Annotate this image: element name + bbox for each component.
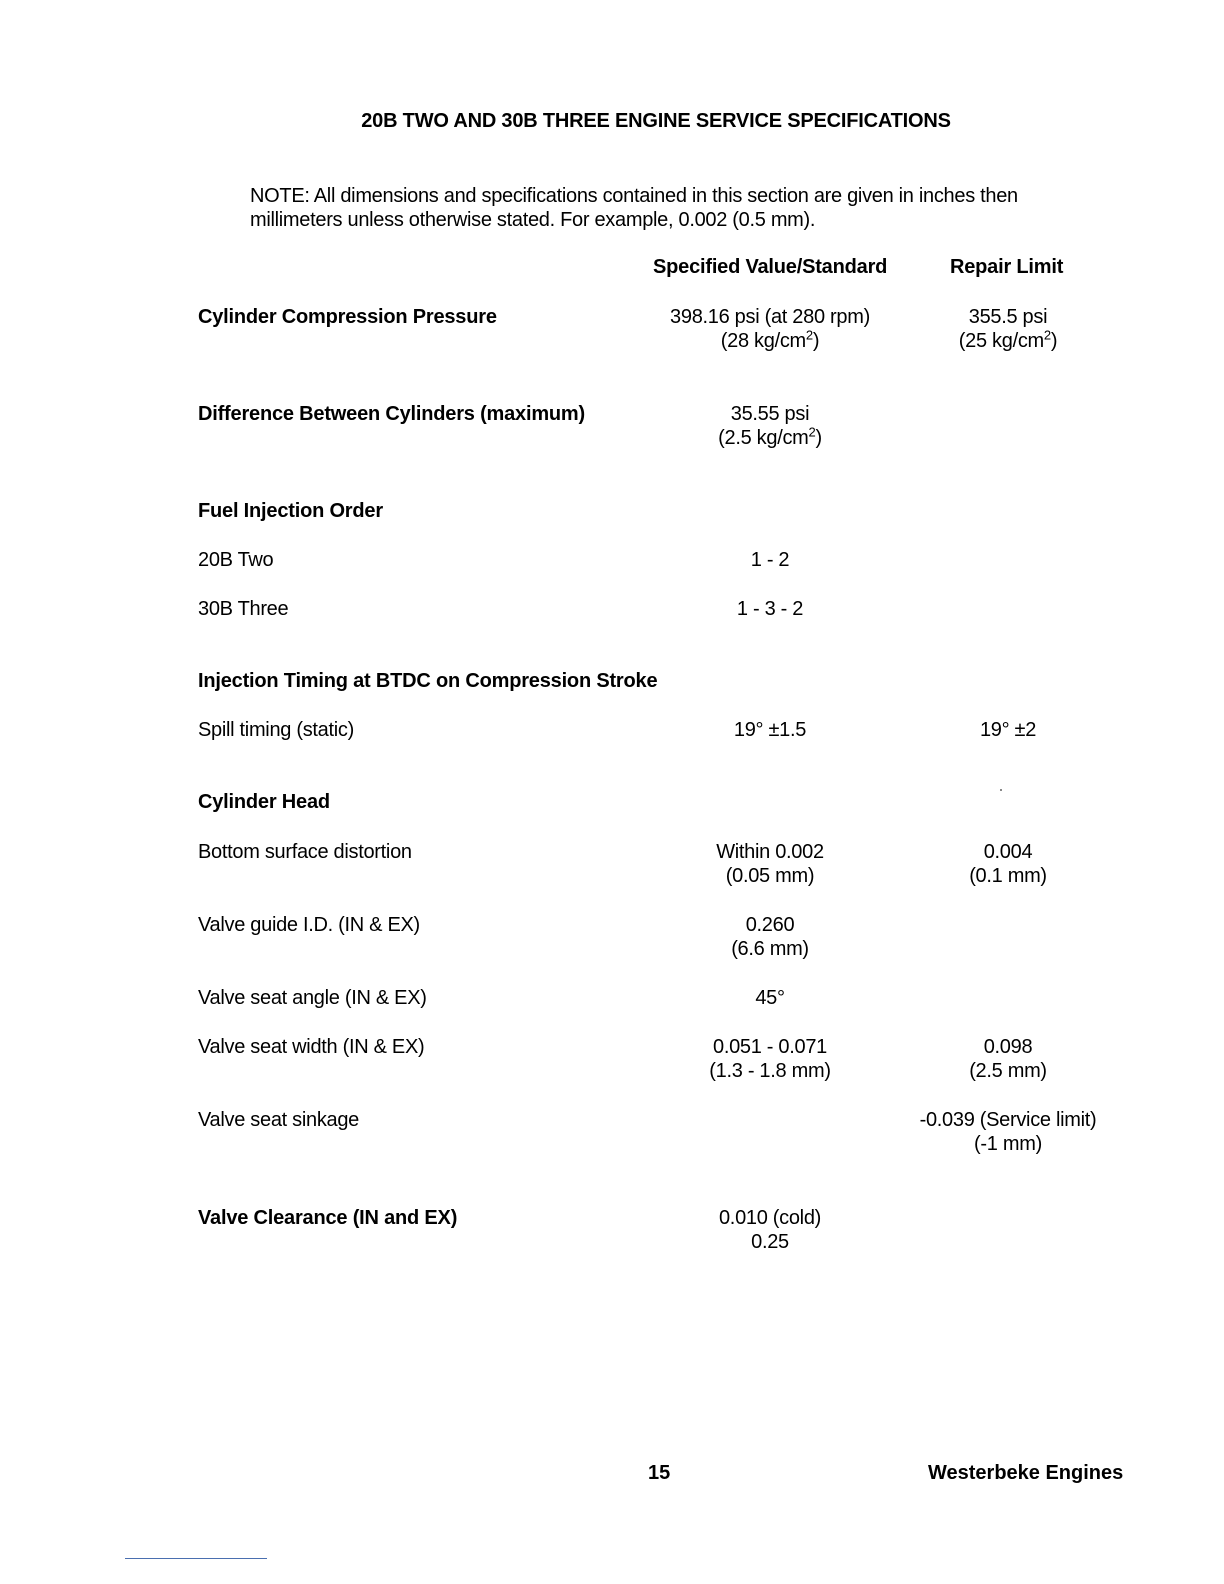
spec-seat-width <box>650 1035 890 1083</box>
limit-distortion <box>900 840 1116 888</box>
column-header-limit: Repair Limit <box>950 256 1064 278</box>
spec-difference-line-2: (2.5 $kg/cm^2$) <box>718 424 822 449</box>
spec-seat-angle: 45° <box>755 987 785 1009</box>
row-label-30b-three: 30B Three <box>198 598 289 620</box>
spec-seat-width-line-1: 0.051 - 0.071 <box>713 1036 827 1058</box>
row-label-seat-width: Valve seat width (IN & EX) <box>198 1036 425 1058</box>
section-label-cylinder-head: Cylinder Head <box>198 791 330 813</box>
spec-spill-timing: 19° ±1.5 <box>733 719 807 741</box>
limit-seat-width-line-2: (2.5 mm) <box>969 1060 1047 1082</box>
spec-valve-guide-line-2: (6.6 mm) <box>731 938 809 960</box>
spec-valve-clearance-line-1: 0.010 (cold) <box>718 1207 821 1229</box>
spec-distortion-line-2: (0.05 mm) <box>725 865 815 887</box>
section-label-injection-order: Fuel Injection Order <box>198 500 383 522</box>
column-header-spec: Specified Value/Standard <box>653 256 888 278</box>
note-paragraph <box>250 184 1110 232</box>
limit-compression <box>900 305 1116 353</box>
spec-difference <box>650 402 890 450</box>
page-number: 15 <box>648 1462 671 1484</box>
page-title: 20B TWO AND 30B THREE ENGINE SERVICE SPECIFICATIONS <box>361 110 951 132</box>
limit-seat-width-line-1: 0.098 <box>983 1036 1033 1058</box>
row-label-20b-two: 20B Two <box>198 549 274 571</box>
spec-difference-line-1: 35.55 psi <box>730 403 810 425</box>
spec-distortion <box>650 840 890 888</box>
spec-valve-guide <box>650 913 890 961</box>
section-label-injection-timing: Injection Timing at BTDC on Compression Stroke <box>198 670 658 692</box>
limit-compression-line-2: (25 $kg/cm^2$) <box>958 327 1058 352</box>
limit-distortion-line-1: 0.004 <box>983 841 1033 863</box>
row-label-valve-guide: Valve guide I.D. (IN & EX) <box>198 914 420 936</box>
spec-20b-two: 1 - 2 <box>750 549 790 571</box>
row-label-seat-sinkage: Valve seat sinkage <box>198 1109 359 1131</box>
limit-seat-sinkage-line-2: (-1 mm) <box>974 1133 1042 1155</box>
spec-30b-three: 1 - 3 - 2 <box>736 598 804 620</box>
limit-seat-sinkage-line-1: -0.039 (Service limit) <box>919 1109 1097 1131</box>
spec-valve-clearance <box>650 1206 890 1254</box>
note-line-2: millimeters unless otherwise stated. For example, 0.002 (0.5 mm). <box>250 209 816 231</box>
spec-valve-clearance-line-2: 0.25 <box>751 1231 789 1253</box>
bottom-rule <box>125 1558 267 1559</box>
limit-distortion-line-2: (0.1 mm) <box>969 865 1047 887</box>
row-label-distortion: Bottom surface distortion <box>198 841 412 863</box>
spec-seat-width-line-2: (1.3 - 1.8 mm) <box>709 1060 831 1082</box>
row-label-valve-clearance: Valve Clearance (IN and EX) <box>198 1207 458 1229</box>
scan-speck <box>1000 789 1002 791</box>
spec-distortion-line-1: Within 0.002 <box>716 841 824 863</box>
spec-valve-guide-line-1: 0.260 <box>745 914 795 936</box>
row-label-difference: Difference Between Cylinders (maximum) <box>198 403 585 425</box>
row-label-seat-angle: Valve seat angle (IN & EX) <box>198 987 427 1009</box>
spec-compression-line-1: 398.16 psi (at 280 rpm) <box>670 306 870 328</box>
limit-seat-width <box>900 1035 1116 1083</box>
limit-spill-timing: 19° ±2 <box>979 719 1037 741</box>
row-label-spill-timing: Spill timing (static) <box>198 719 354 741</box>
row-label-compression: Cylinder Compression Pressure <box>198 306 497 328</box>
spec-compression-line-2: (28 $kg/cm^2$) <box>720 327 820 352</box>
spec-compression <box>650 305 890 353</box>
note-line-1: NOTE: All dimensions and specifications contained in this section are given in inches then <box>250 185 1018 207</box>
limit-seat-sinkage <box>900 1108 1116 1156</box>
footer-brand: Westerbeke Engines <box>928 1462 1124 1484</box>
limit-compression-line-1: 355.5 psi <box>968 306 1048 328</box>
